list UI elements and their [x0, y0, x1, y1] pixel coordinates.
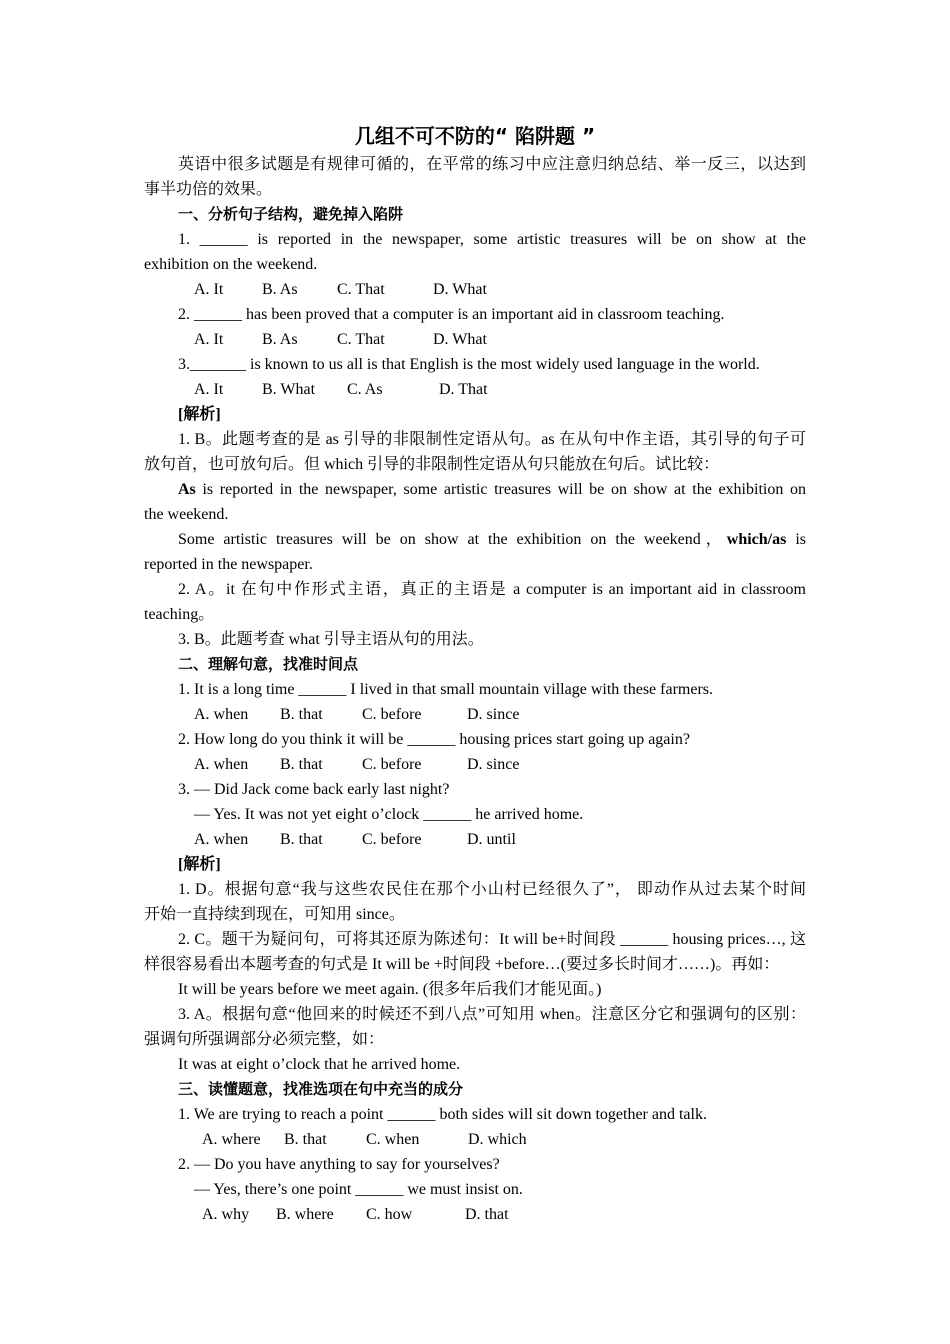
- s2-a2-example: It will be years before we meet again. (很多年后我们才能见面。): [178, 981, 602, 998]
- s2-q3-options: [144, 827, 806, 852]
- document-page: [144, 120, 806, 1227]
- option-a: A. where: [202, 1131, 261, 1148]
- option-b: B. As: [262, 281, 298, 298]
- option-d: D. What: [433, 281, 487, 298]
- s1-q3-options: [144, 377, 806, 402]
- example-text: is reported in the newspaper, some artistic treasures will be on show at the exhibition on: [195, 481, 806, 498]
- s1-a1-line-2: 放句首，也可放句后。但 which 引导的非限制性定语从句只能放在句后。试比较：: [144, 456, 720, 473]
- option-c: C. when: [366, 1131, 420, 1148]
- example-text: Some artistic treasures will be on show at the exhibition on the weekend，: [178, 531, 727, 548]
- example-keyword: As: [178, 481, 196, 498]
- intro-line-2: 事半功倍的效果。: [144, 181, 273, 198]
- option-c: C. before: [362, 706, 422, 723]
- s1-a2-line-2: teaching。: [144, 606, 215, 623]
- option-c: C. before: [362, 831, 422, 848]
- option-c: C. how: [366, 1206, 413, 1223]
- option-a: A. why: [202, 1206, 250, 1223]
- option-d: D. What: [433, 331, 487, 348]
- s1-analysis-label: [解析]: [178, 406, 221, 423]
- option-b: B. As: [262, 331, 298, 348]
- document-title: 几组不可不防的“ 陷阱题 ”: [354, 124, 596, 148]
- option-b: B. that: [280, 756, 323, 773]
- option-a: A. It: [194, 281, 224, 298]
- s2-q3: 3. — Did Jack come back early last night?: [178, 781, 450, 798]
- option-a: A. when: [194, 756, 249, 773]
- s3-q1-options: [144, 1127, 806, 1152]
- s1-q1-line-1: 1. ______ is reported in the newspaper, some artistic treasures will be on show at the: [178, 231, 806, 248]
- option-b: B. where: [276, 1206, 334, 1223]
- example-text-end: is: [786, 531, 806, 548]
- option-b: B. What: [262, 381, 316, 398]
- option-a: A. when: [194, 706, 249, 723]
- s2-q1: 1. It is a long time ______ I lived in that small mountain village with these farmers.: [178, 681, 714, 698]
- option-a: A. It: [194, 331, 224, 348]
- option-c: C. As: [347, 381, 383, 398]
- s1-q1-line-2: exhibition on the weekend.: [144, 256, 318, 273]
- option-d: D. That: [439, 381, 488, 398]
- s2-a3-line-2: 强调句所强调部分必须完整，如：: [144, 1031, 385, 1048]
- s2-q2: 2. How long do you think it will be ______ housing prices start going up again?: [178, 731, 690, 748]
- option-b: B. that: [280, 706, 323, 723]
- s1-q2: 2. ______ has been proved that a computer is an important aid in classroom teaching.: [178, 306, 725, 323]
- s2-a1-line-1: 1. D。根据句意“我与这些农民住在那个小山村已经很久了”， 即动作从过去某个时间: [178, 881, 806, 898]
- s1-q3: 3._______ is known to us all is that English is the most widely used language in the world.: [178, 356, 760, 373]
- option-d: D. until: [467, 831, 516, 848]
- section-1-heading: 一、分析句子结构，避免掉入陷阱: [178, 205, 404, 223]
- option-a: A. It: [194, 381, 224, 398]
- s1-example-1-line-1: [144, 477, 806, 502]
- s1-example-1-line-2: the weekend.: [144, 506, 229, 523]
- s3-q2-options: [144, 1202, 806, 1227]
- s1-a3: 3. B。此题考查 what 引导主语从句的用法。: [178, 631, 484, 648]
- s2-a3-example: It was at eight o’clock that he arrived home.: [178, 1056, 461, 1073]
- option-a: A. when: [194, 831, 249, 848]
- s1-q2-options: [144, 327, 806, 352]
- option-c: C. That: [337, 281, 385, 298]
- example-keyword: which/as: [726, 531, 787, 548]
- s3-q2: 2. — Do you have anything to say for yourselves?: [178, 1156, 500, 1173]
- option-d: D. that: [465, 1206, 509, 1223]
- s2-a2-line-2: 样很容易看出本题考查的句式是 It will be +时间段 +before…(要过多长时间才……)。再如：: [144, 956, 780, 973]
- option-b: B. that: [284, 1131, 327, 1148]
- s1-a2-line-1: 2. A。it 在句中作形式主语，真正的主语是 a computer is an important aid in classroom: [178, 581, 806, 598]
- section-3-heading: 三、读懂题意，找准选项在句中充当的成分: [178, 1080, 464, 1098]
- s1-q1-options: [144, 277, 806, 302]
- intro-line-1: 英语中很多试题是有规律可循的，在平常的练习中应注意归纳总结、举一反三，以达到: [178, 156, 806, 173]
- s3-q1: 1. We are trying to reach a point ______ both sides will sit down together and talk.: [178, 1106, 707, 1123]
- option-d: D. since: [467, 706, 520, 723]
- option-b: B. that: [280, 831, 323, 848]
- s3-q2-reply: — Yes, there’s one point ______ we must insist on.: [194, 1181, 523, 1198]
- s2-q2-options: [144, 752, 806, 777]
- s1-example-2-line-1: [144, 527, 806, 552]
- s2-a2-line-1: 2. C。题干为疑问句，可将其还原为陈述句：It will be+时间段 ______ housing prices…, 这: [178, 931, 806, 948]
- s2-q1-options: [144, 702, 806, 727]
- s2-a3-line-1: 3. A。根据句意“他回来的时候还不到八点”可知用 when。注意区分它和强调句的区别：: [178, 1006, 806, 1023]
- option-c: C. That: [337, 331, 385, 348]
- option-d: D. which: [468, 1131, 527, 1148]
- s1-a1-line-1: 1. B。此题考查的是 as 引导的非限制性定语从句。as 在从句中作主语，其引导的句子可: [178, 431, 806, 448]
- s2-q3-reply: — Yes. It was not yet eight o’clock ______ he arrived home.: [194, 806, 584, 823]
- s1-example-2-line-2: reported in the newspaper.: [144, 556, 313, 573]
- s2-a1-line-2: 开始一直持续到现在，可知用 since。: [144, 906, 405, 923]
- s2-analysis-label: [解析]: [178, 856, 221, 873]
- option-d: D. since: [467, 756, 520, 773]
- option-c: C. before: [362, 756, 422, 773]
- section-2-heading: 二、理解句意，找准时间点: [178, 655, 359, 673]
